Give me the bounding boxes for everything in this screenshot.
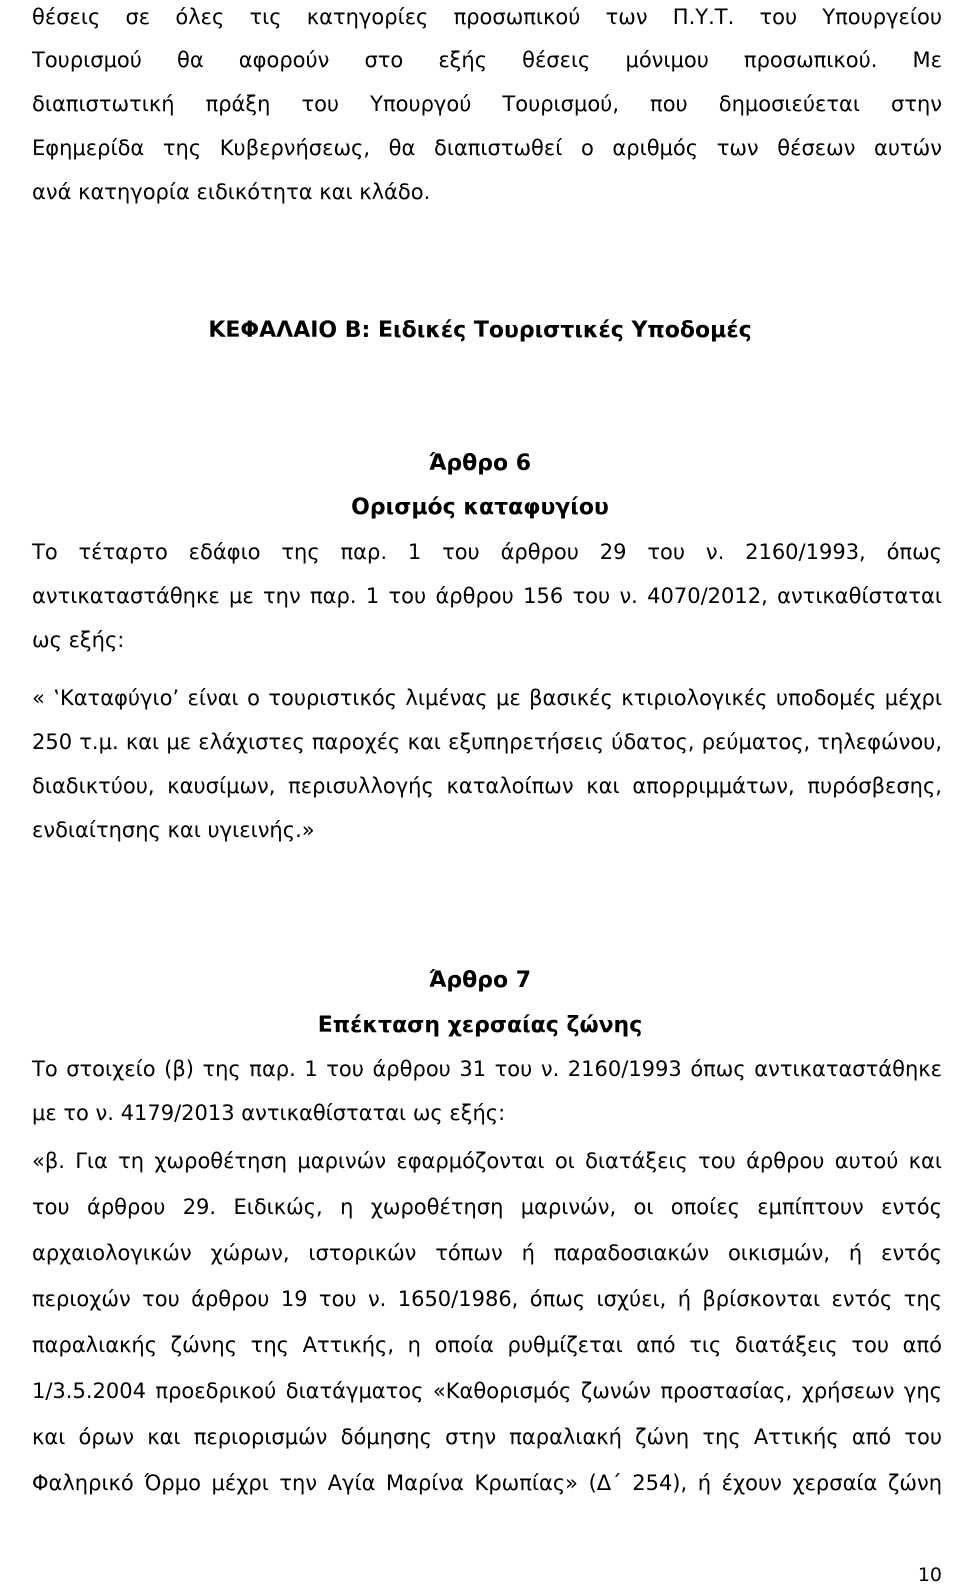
article-6-para1-line-2: αντικαταστάθηκε με την παρ. 1 του άρθρου 156 του ν. 4070/2012, αντικαθίσταται [32, 584, 942, 608]
article-6-para1-line-1: Το τέταρτο εδάφιο της παρ. 1 του άρθρου 29 του ν. 2160/1993, όπως [32, 540, 942, 564]
article-7-title: Άρθρο 7 [428, 968, 532, 993]
article-7-subtitle: Επέκταση χερσαίας ζώνης [317, 1013, 643, 1038]
article-7-para2-line-8: Φαληρικό Όρμο μέχρι την Αγία Μαρίνα Κρωπίας» (Δ΄ 254), ή έχουν χερσαία ζώνη [32, 1471, 942, 1495]
article-7-para2-line-3: αρχαιολογικών χώρων, ιστορικών τόπων ή παραδοσιακών οικισμών, ή εντός [32, 1241, 942, 1265]
article-7-para2-line-4: περιοχών του άρθρου 19 του ν. 1650/1986, όπως ισχύει, ή βρίσκονται εντός της [32, 1287, 942, 1311]
intro-line-1: θέσεις σε όλες τις κατηγορίες προσωπικού των Π.Υ.Τ. του Υπουργείου [32, 5, 942, 29]
article-6-title: Άρθρο 6 [428, 451, 532, 476]
page-number: 10 [917, 1564, 942, 1586]
article-7-para1-line-1: Το στοιχείο (β) της παρ. 1 του άρθρου 31 του ν. 2160/1993 όπως αντικαταστάθηκε [32, 1057, 942, 1081]
chapter-heading: ΚΕΦΑΛΑΙΟ Β: Ειδικές Τουριστικές Υποδομές [208, 318, 752, 343]
article-7-para2-line-1: «β. Για τη χωροθέτηση μαρινών εφαρμόζονται οι διατάξεις του άρθρου αυτού και [32, 1149, 942, 1173]
article-7-para2-line-2: του άρθρου 29. Ειδικώς, η χωροθέτηση μαρινών, οι οποίες εμπίπτουν εντός [32, 1195, 942, 1219]
article-6-quote-line-4: ενδιαίτησης και υγιεινής.» [32, 818, 315, 842]
intro-line-2: Τουρισμού θα αφορούν στο εξής θέσεις μόνιμου προσωπικού. Με [32, 48, 942, 72]
article-6-quote-line-1: « ‛Καταφύγιο’ είναι ο τουριστικός λιμένας με βασικές κτιριολογικές υποδομές μέχρι [32, 686, 942, 710]
article-6-subtitle: Ορισμός καταφυγίου [351, 495, 609, 520]
article-7-para2-line-7: και όρων και περιορισμών δόμησης στην παραλιακή ζώνη της Αττικής από του [32, 1425, 942, 1449]
article-6-quote-line-2: 250 τ.μ. και με ελάχιστες παροχές και εξυπηρετήσεις ύδατος, ρεύματος, τηλεφώνου, [32, 730, 942, 754]
article-6-para1-line-3: ως εξής: [32, 628, 125, 652]
intro-line-4: Εφημερίδα της Κυβερνήσεως, θα διαπιστωθεί ο αριθμός των θέσεων αυτών [32, 136, 942, 160]
intro-line-5: ανά κατηγορία ειδικότητα και κλάδο. [32, 180, 431, 204]
article-6-quote-line-3: διαδικτύου, καυσίμων, περισυλλογής καταλοίπων και απορριμμάτων, πυρόσβεσης, [32, 774, 942, 798]
article-7-para2-line-6: 1/3.5.2004 προεδρικού διατάγματος «Καθορισμός ζωνών προστασίας, χρήσεων γης [32, 1379, 942, 1403]
article-7-para2-line-5: παραλιακής ζώνης της Αττικής, η οποία ρυθμίζεται από τις διατάξεις του από [32, 1333, 942, 1357]
intro-line-3: διαπιστωτική πράξη του Υπουργού Τουρισμού, που δημοσιεύεται στην [32, 92, 942, 116]
article-7-para1-line-2: με το ν. 4179/2013 αντικαθίσταται ως εξής: [32, 1101, 506, 1125]
